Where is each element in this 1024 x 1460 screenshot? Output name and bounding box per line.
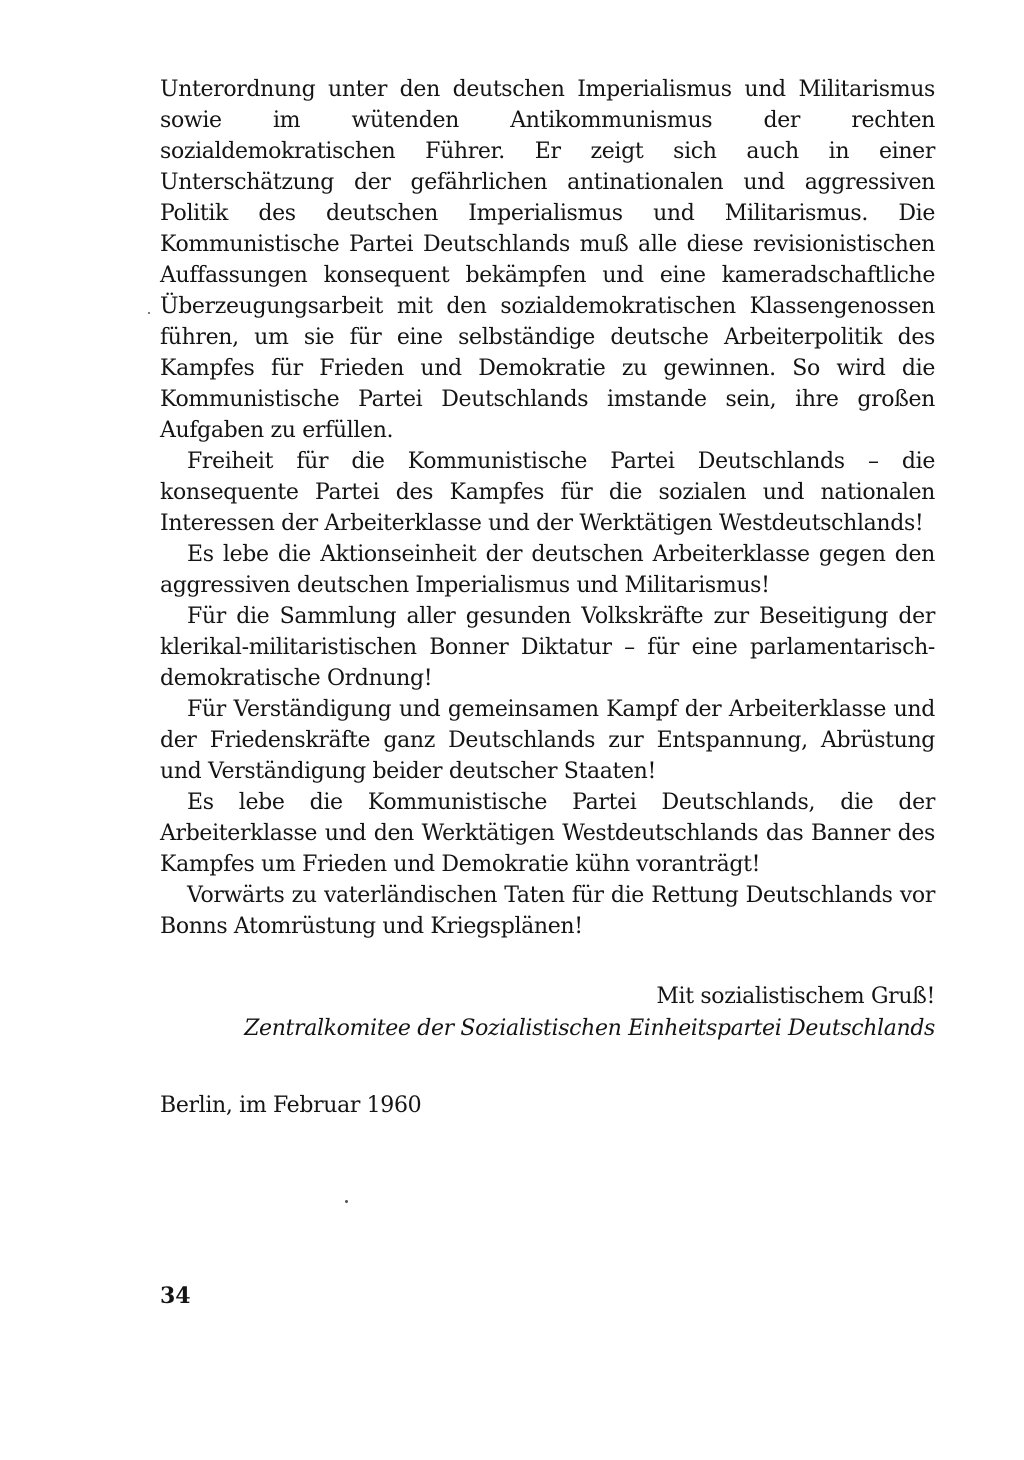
dateline: Berlin, im Februar 1960	[160, 1093, 422, 1118]
scan-speck	[345, 1200, 348, 1203]
closing-signature: Zentralkomitee der Sozialistischen Einheitspartei Deutschlands	[244, 1016, 935, 1041]
paragraph-slogan-understanding: Für Verständigung und gemeinsamen Kampf der Arbeiterklasse und der Friedenskräfte ganz Deutschlands zur Entspannung, Abrüstung und Verständigung beider deutscher Staaten!	[160, 697, 935, 784]
paragraph-slogan-long-live-kpd: Es lebe die Kommunistische Partei Deutschlands, die der Arbeiterklasse und den Werktätigen Westdeutschlands das Banner des Kampfes um Frieden und Demokratie kühn voranträgt!	[160, 790, 935, 877]
page-number: 34	[160, 1283, 191, 1309]
document-body	[160, 74, 935, 1121]
paragraph-slogan-popular-forces: Für die Sammlung aller gesunden Volkskräfte zur Beseitigung der klerikal-militaristischen Bonner Diktatur – für eine parlamentarisch-demokratische Ordnung!	[160, 604, 935, 691]
paragraph-slogan-forward: Vorwärts zu vaterländischen Taten für die Rettung Deutschlands vor Bonns Atomrüstung und Kriegsplänen!	[160, 883, 935, 939]
closing-block	[160, 981, 935, 1045]
closing-greeting: Mit sozialistischem Gruß!	[656, 984, 935, 1009]
scan-speck	[148, 312, 150, 314]
paragraph-continued: Unterordnung unter den deutschen Imperialismus und Militarismus sowie im wütenden Antikommunismus der rechten sozialdemokratischen Führer. Er zeigt sich auch in einer Unterschätzung der gefährlichen antinationalen und aggressiven Politik des deutschen Imperialismus und Militarismus. Die Kommunistische Partei Deutschlands muß alle diese revisionistischen Auffassungen konsequent bekämpfen und eine kameradschaftliche Überzeugungsarbeit mit den sozialdemokratischen Klassengenossen führen, um sie für eine selbständige deutsche Arbeiterpolitik des Kampfes für Frieden und Demokratie zu gewinnen. So wird die Kommunistische Partei Deutschlands imstande sein, ihre großen Aufgaben zu erfüllen.	[160, 77, 935, 443]
paragraph-slogan-unity-of-action: Es lebe die Aktionseinheit der deutschen Arbeiterklasse gegen den aggressiven deutschen Imperialismus und Militarismus!	[160, 542, 935, 598]
paragraph-slogan-kpd-freedom: Freiheit für die Kommunistische Partei Deutschlands – die konsequente Partei des Kampfes für die sozialen und nationalen Interessen der Arbeiterklasse und der Werktätigen Westdeutschlands!	[160, 449, 935, 536]
